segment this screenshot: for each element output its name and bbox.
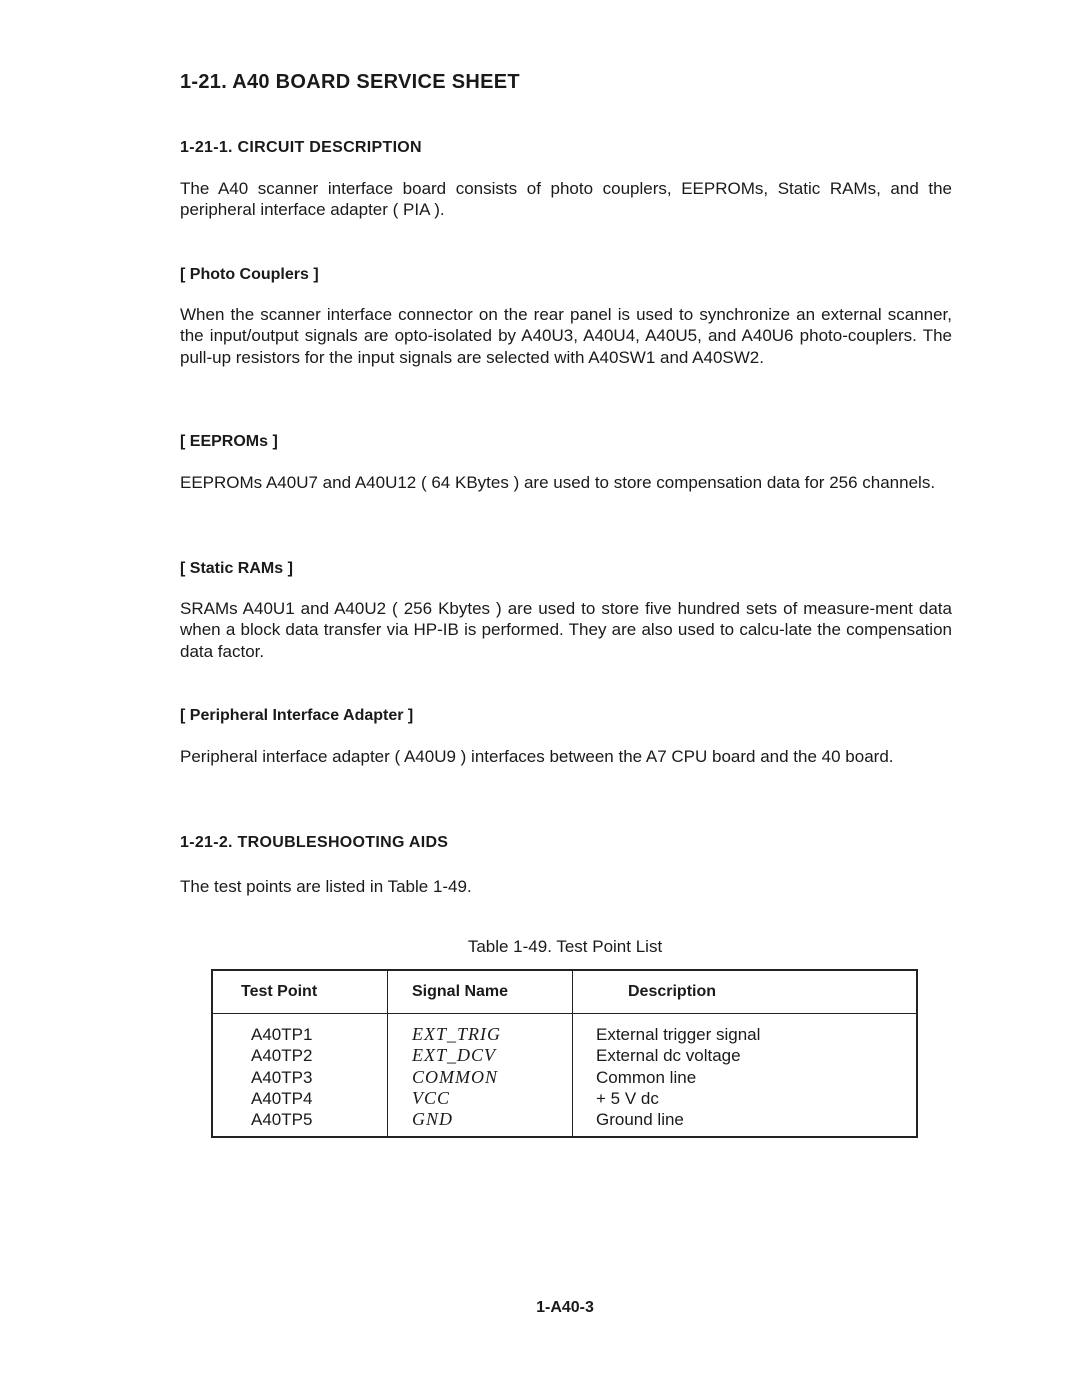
table-header-row	[212, 970, 917, 1014]
paragraph-pia: Peripheral interface adapter ( A40U9 ) interfaces between the A7 CPU board and the 40 board.	[180, 747, 894, 766]
description-column: External trigger signal External dc voltage Common line + 5 V dc Ground line	[573, 1014, 918, 1138]
paragraph-photo-couplers: When the scanner interface connector on the rear panel is used to synchronize an external scanner, the input/output signals are opto-isolated by A40U3, A40U4, A40U5, and A40U6 photo-couplers. The pull-up resistors for the input signals are selected with A40SW1 and A40SW2.	[180, 305, 952, 367]
subheading-static-rams: [ Static RAMs ]	[180, 560, 293, 577]
test-point-table	[211, 969, 918, 1138]
paragraph-static-rams: SRAMs A40U1 and A40U2 ( 256 Kbytes ) are used to store five hundred sets of measure-ment data when a block data transfer via HP-IB is performed. They are also used to calcu-late the compensation data factor.	[180, 599, 952, 661]
subheading-photo-couplers: [ Photo Couplers ]	[180, 266, 319, 283]
troubleshooting-text: The test points are listed in Table 1-49.	[180, 877, 472, 896]
table-caption: Table 1-49. Test Point List	[467, 937, 663, 956]
header-description: Description	[573, 970, 918, 1014]
subheading-pia: [ Peripheral Interface Adapter ]	[180, 707, 414, 724]
subheading-eeproms: [ EEPROMs ]	[180, 433, 278, 450]
circuit-intro: The A40 scanner interface board consists of photo couplers, EEPROMs, Static RAMs, and the peripheral interface adapter ( PIA ).	[180, 179, 952, 220]
page-number: 1-A40-3	[536, 1299, 594, 1316]
section-heading-circuit: 1-21-1. CIRCUIT DESCRIPTION	[180, 139, 422, 156]
page-title: 1-21. A40 BOARD SERVICE SHEET	[180, 71, 520, 93]
signal-name-column: EXT_TRIG EXT_DCV COMMON VCC GND	[388, 1014, 573, 1138]
header-signal-name: Signal Name	[388, 970, 573, 1014]
header-test-point: Test Point	[212, 970, 388, 1014]
paragraph-eeproms: EEPROMs A40U7 and A40U12 ( 64 KBytes ) are used to store compensation data for 256 channels.	[180, 473, 936, 492]
section-heading-troubleshooting: 1-21-2. TROUBLESHOOTING AIDS	[180, 834, 449, 851]
table-body-row	[212, 1014, 917, 1138]
test-point-column: A40TP1 A40TP2 A40TP3 A40TP4 A40TP5	[251, 1025, 313, 1130]
